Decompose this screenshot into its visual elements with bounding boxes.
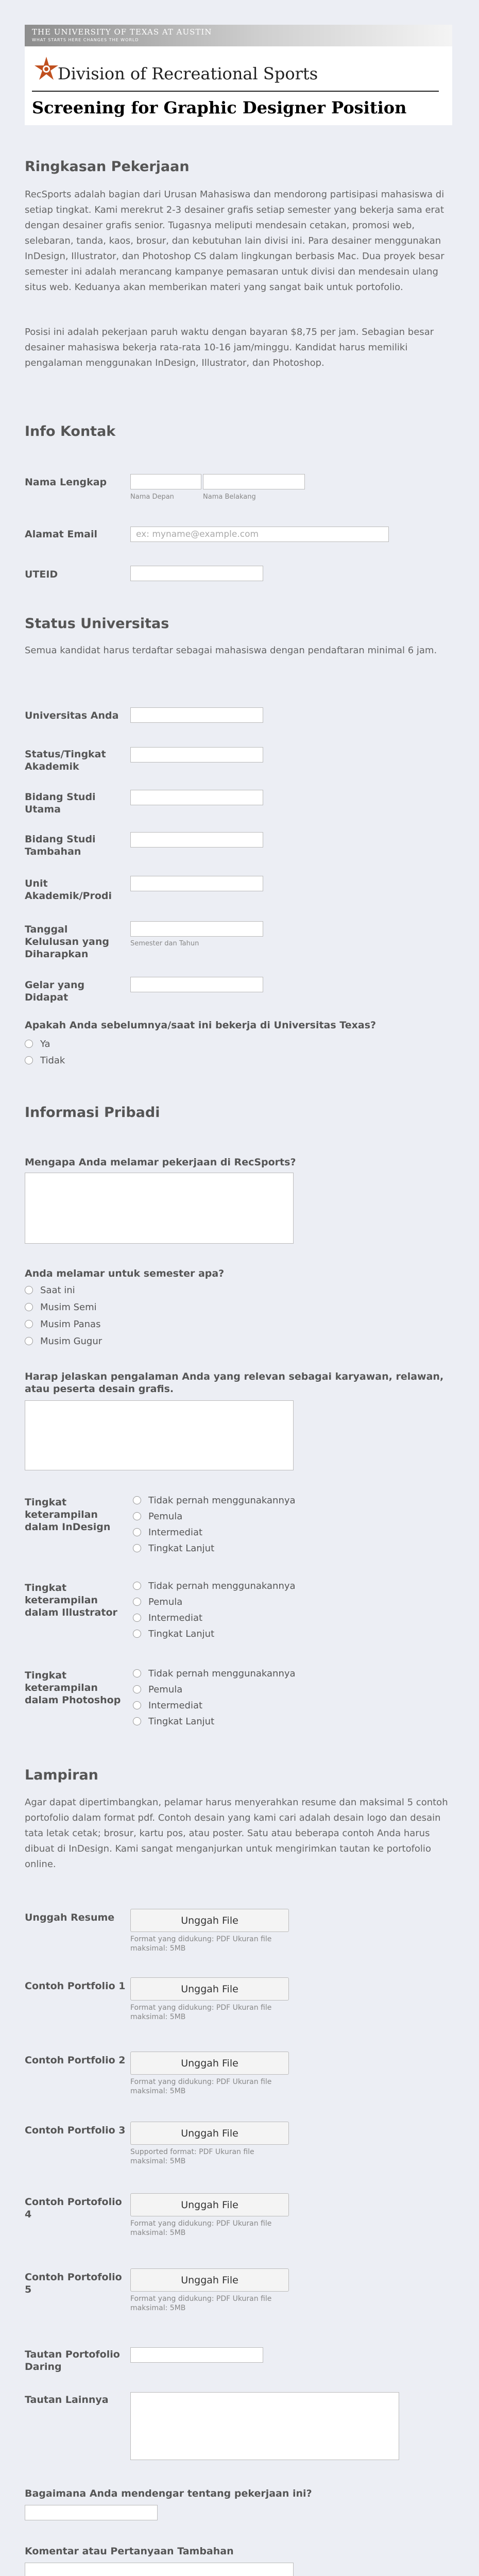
other-links-label: Tautan Lainnya [25,2394,109,2405]
status-note: Semua kandidat harus terdaftar sebagai mahasiswa dengan pendaftaran minimal 6 jam. [25,645,437,656]
portfolio-1-upload-button[interactable]: Unggah File [130,1977,289,2001]
semester-option-summer[interactable]: Musim Panas [25,1318,100,1330]
graduation-date-input[interactable] [130,921,263,937]
university-input[interactable] [130,707,263,723]
radio-icon[interactable] [25,1303,33,1311]
resume-upload-hint: Format yang didukung: PDF Ukuran file maksimal: 5MB [130,1935,272,1953]
photoshop-option-beginner[interactable]: Pemula [133,1683,182,1696]
uteid-input[interactable] [130,566,263,581]
illustrator-option-beginner[interactable]: Pemula [133,1596,182,1608]
indesign-option-intermediate[interactable]: Intermediat [133,1526,202,1538]
semester-option-fall[interactable]: Musim Gugur [25,1335,102,1347]
ut-banner [25,25,452,46]
photoshop-skill-label: Tingkat keterampilan dalam Photoshop [25,1670,121,1706]
personal-heading: Informasi Pribadi [25,1105,160,1121]
radio-icon[interactable] [133,1614,141,1622]
attachments-note: Agar dapat dipertimbangkan, pelamar harus menyerahkan resume dan maksimal 5 contoh portofolio dalam format pdf. Contoh desain yang kami cari adalah desain logo dan desain tata letak cetak; brosur, kartu pos, atau poster. Satu atau beberapa contoh Anda harus dibuat di InDesign. Kami sangat menganjurkan untuk mengirimkan tautan ke portofolio online. [25,1797,448,1870]
online-portfolio-label: Tautan Portofolio Daring [25,2349,120,2372]
first-name-sublabel: Nama Depan [130,493,174,501]
portfolio-3-hint: Supported format: PDF Ukuran file maksimal: 5MB [130,2148,254,2165]
graduation-date-label: Tanggal Kelulusan yang Diharapkan [25,924,109,960]
semester-question: Anda melamar untuk semester apa? [25,1268,225,1279]
portfolio-1-label: Contoh Portfolio 1 [25,1980,126,1992]
university-name: THE UNIVERSITY OF TEXAS AT AUSTIN [32,27,212,37]
portfolio-5-label: Contoh Portofolio 5 [25,2272,122,2295]
radio-icon[interactable] [133,1630,141,1638]
radio-icon[interactable] [25,1056,33,1064]
illustrator-option-intermediate[interactable]: Intermediat [133,1612,202,1624]
contact-heading: Info Kontak [25,423,116,439]
radio-icon[interactable] [133,1544,141,1552]
resume-upload-button[interactable]: Unggah File [130,1909,289,1932]
degree-input[interactable] [130,977,263,992]
photoshop-option-never[interactable]: Tidak pernah menggunakannya [133,1667,296,1680]
indesign-option-advanced[interactable]: Tingkat Lanjut [133,1542,214,1554]
radio-icon[interactable] [133,1701,141,1709]
online-portfolio-input[interactable] [130,2347,263,2363]
university-motto: WHAT STARTS HERE CHANGES THE WORLD [32,38,139,42]
summary-paragraph-2: Posisi ini adalah pekerjaan paruh waktu dengan bayaran $8,75 per jam. Sebagian besar desainer mahasiswa bekerja rata-rata 10-16 jam/minggu. Kandidat harus memiliki pengalaman menggunakan InDesign, Illustrator, dan Photoshop. [25,327,434,368]
experience-question: Harap jelaskan pengalaman Anda yang relevan sebagai karyawan, relawan, atau peserta desain grafis. [25,1371,444,1395]
department-name: Division of Recreational Sports [58,64,318,83]
portfolio-1-hint: Format yang didukung: PDF Ukuran file maksimal: 5MB [130,2004,272,2021]
form-header [25,25,452,125]
radio-icon[interactable] [133,1528,141,1536]
comments-textarea[interactable] [25,2563,294,2576]
academic-status-label: Status/Tingkat Akademik [25,749,106,772]
radio-icon[interactable] [25,1286,33,1294]
radio-icon[interactable] [133,1598,141,1606]
radio-icon[interactable] [133,1496,141,1504]
email-label: Alamat Email [25,529,97,540]
worked-option-no[interactable]: Tidak [25,1054,65,1066]
radio-icon[interactable] [25,1040,33,1048]
university-label: Universitas Anda [25,710,119,721]
illustrator-option-never[interactable]: Tidak pernah menggunakannya [133,1580,296,1592]
attachments-heading: Lampiran [25,1767,98,1783]
email-input[interactable] [130,527,389,542]
hear-about-question: Bagaimana Anda mendengar tentang pekerjaan ini? [25,2488,312,2499]
hear-about-input[interactable] [25,2505,158,2520]
minor-input[interactable] [130,832,263,848]
semester-option-current[interactable]: Saat ini [25,1284,75,1296]
recsports-star-icon [32,55,61,83]
worked-option-yes[interactable]: Ya [25,1038,50,1050]
academic-unit-label: Unit Akademik/Prodi [25,878,112,902]
portfolio-4-upload-button[interactable]: Unggah File [130,2193,289,2216]
worked-at-ut-question: Apakah Anda sebelumnya/saat ini bekerja di Universitas Texas? [25,1020,377,1031]
portfolio-3-label: Contoh Portfolio 3 [25,2125,126,2136]
comments-question: Komentar atau Pertanyaan Tambahan [25,2546,234,2557]
minor-label: Bidang Studi Tambahan [25,834,96,857]
indesign-skill-label: Tingkat keterampilan dalam InDesign [25,1497,111,1533]
portfolio-2-label: Contoh Portfolio 2 [25,2055,126,2066]
semester-option-spring[interactable]: Musim Semi [25,1301,97,1313]
radio-icon[interactable] [25,1320,33,1328]
indesign-option-never[interactable]: Tidak pernah menggunakannya [133,1494,296,1506]
indesign-option-beginner[interactable]: Pemula [133,1510,182,1522]
illustrator-skill-label: Tingkat keterampilan dalam Illustrator [25,1582,117,1618]
major-label: Bidang Studi Utama [25,791,96,815]
portfolio-5-upload-button[interactable]: Unggah File [130,2268,289,2292]
portfolio-4-label: Contoh Portofolio 4 [25,2196,122,2220]
experience-textarea[interactable] [25,1400,294,1470]
radio-icon[interactable] [133,1512,141,1520]
form-title: Screening for Graphic Designer Position [32,98,407,117]
photoshop-option-advanced[interactable]: Tingkat Lanjut [133,1715,214,1727]
radio-icon[interactable] [133,1717,141,1725]
last-name-sublabel: Nama Belakang [203,493,256,501]
portfolio-4-hint: Format yang didukung: PDF Ukuran file maksimal: 5MB [130,2219,272,2237]
portfolio-2-upload-button[interactable]: Unggah File [130,2052,289,2075]
last-name-input[interactable] [203,474,305,489]
radio-icon[interactable] [25,1337,33,1345]
why-textarea[interactable] [25,1173,294,1244]
full-name-label: Nama Lengkap [25,477,107,488]
radio-icon[interactable] [133,1582,141,1590]
first-name-input[interactable] [130,474,201,489]
uteid-label: UTEID [25,569,58,580]
summary-paragraph-1: RecSports adalah bagian dari Urusan Mahasiswa dan mendorong partisipasi mahasiswa di setiap tingkat. Kami merekrut 2-3 desainer grafis setiap semester yang bekerja sama erat dengan desainer grafis senior. Tugasnya meliputi mendesain cetakan, promosi web, selebaran, tanda, kaos, brosur, dan kebutuhan lain divisi ini. Para desainer menggunakan InDesign, Illustrator, dan Photoshop CS dalam lingkungan berbasis Mac. Dua proyek besar semester ini adalah merancang kampanye pemasaran untuk divisi dan mendesain ulang situs web. Keduanya akan memberikan materi yang sangat baik untuk portofolio. [25,189,444,293]
illustrator-option-advanced[interactable]: Tingkat Lanjut [133,1628,214,1640]
portfolio-5-hint: Format yang didukung: PDF Ukuran file maksimal: 5MB [130,2295,272,2312]
major-input[interactable] [130,790,263,805]
radio-icon[interactable] [133,1669,141,1677]
resume-upload-label: Unggah Resume [25,1912,115,1923]
graduation-date-sublabel: Semester dan Tahun [130,940,199,947]
photoshop-option-intermediate[interactable]: Intermediat [133,1699,202,1711]
portfolio-2-hint: Format yang didukung: PDF Ukuran file maksimal: 5MB [130,2078,272,2095]
academic-unit-input[interactable] [130,876,263,891]
why-question: Mengapa Anda melamar pekerjaan di RecSports? [25,1157,296,1168]
other-links-textarea[interactable] [130,2392,399,2460]
academic-status-input[interactable] [130,747,263,762]
radio-icon[interactable] [133,1685,141,1693]
header-divider [32,91,439,92]
portfolio-3-upload-button[interactable]: Unggah File [130,2122,289,2145]
status-heading: Status Universitas [25,616,169,632]
degree-label: Gelar yang Didapat [25,979,85,1003]
summary-heading: Ringkasan Pekerjaan [25,159,190,175]
